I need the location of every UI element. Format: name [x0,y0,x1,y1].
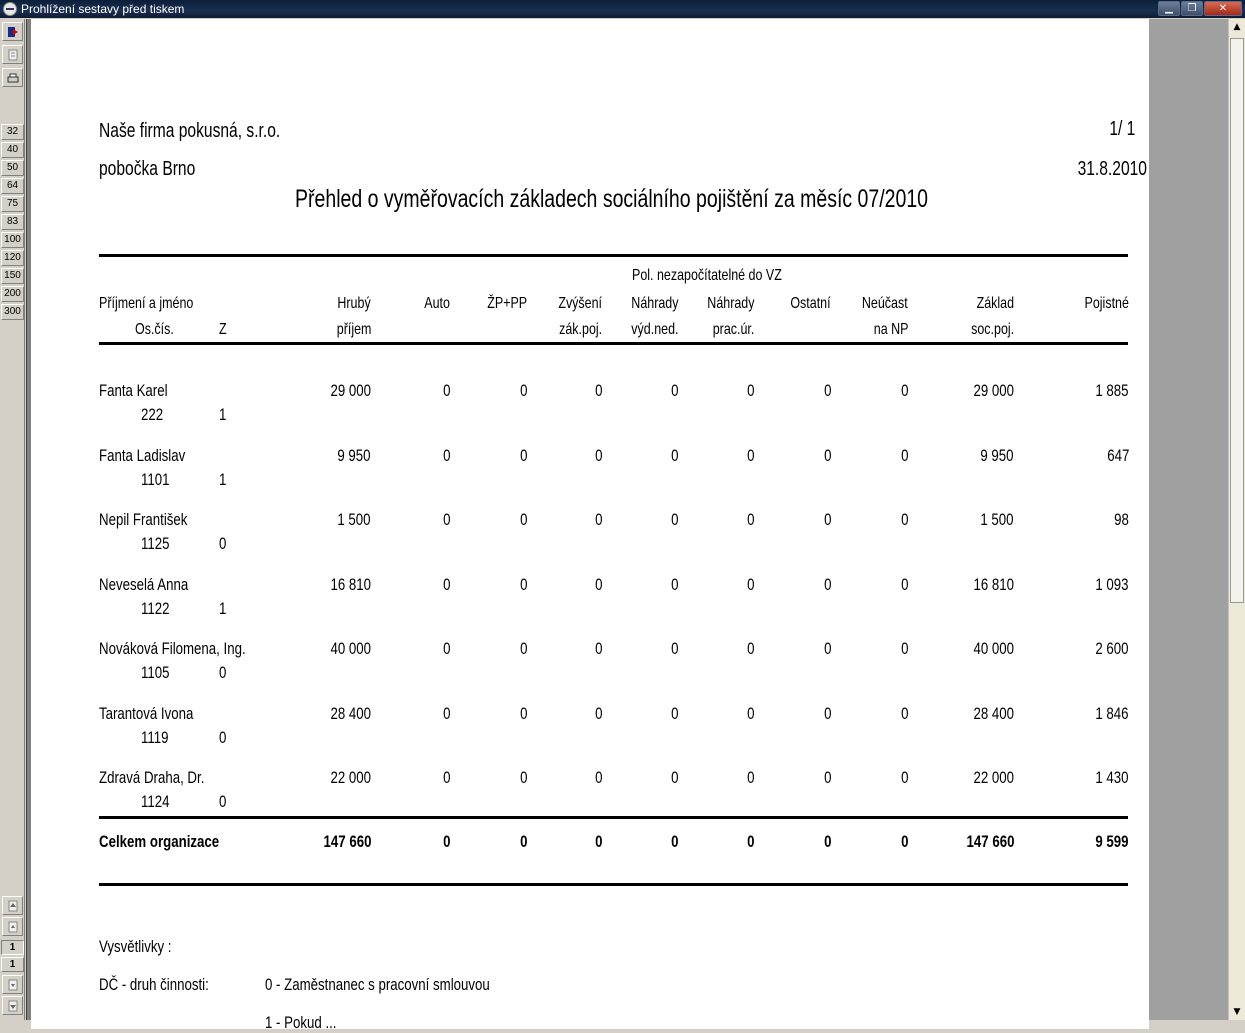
exit-preview-button[interactable] [2,22,23,41]
preview-toolbar [0,19,25,1020]
col-z-header: Z [219,321,227,338]
zoom-40-button[interactable]: 40 [1,142,24,158]
employee-name: Nováková Filomena, Ing. [99,639,246,658]
employee-zppp: 0 [519,639,527,658]
employee-auto: 0 [442,510,450,529]
employee-pojistne: 1 093 [1095,575,1129,594]
employee-z: 1 [219,405,227,424]
employee-zppp: 0 [519,510,527,529]
employee-hruby: 28 400 [330,704,371,723]
col-zvyseni-header: Zvýšení [558,295,602,312]
restore-button[interactable]: ❐ [1181,1,1203,16]
employee-id: 1125 [141,534,170,553]
employee-zaklad: 1 500 [980,510,1014,529]
total-ostatni: 0 [823,832,831,851]
previous-page-icon [7,921,19,933]
zoom-100-button[interactable]: 100 [1,232,24,248]
employee-z: 0 [219,663,227,682]
first-page-icon [7,900,19,912]
col-pojistne-header: Pojistné [1084,295,1129,312]
vertical-scrollbar[interactable] [1228,19,1245,1020]
employee-nahrady-prac: 0 [746,704,754,723]
legend-dc-1: 1 - Pokud ... [265,1013,337,1032]
employee-id: 1124 [141,792,170,811]
minimize-button[interactable]: ▁ [1158,1,1180,16]
total-hruby: 147 660 [323,832,371,851]
legend-title: Vysvětlivky : [99,937,172,956]
employee-zvyseni: 0 [594,575,602,594]
employee-zppp: 0 [519,381,527,400]
employee-nahrady-prac: 0 [746,381,754,400]
col-nahrady-prac-header-2: prac.úr. [712,321,754,338]
total-nahrady-prac: 0 [746,832,754,851]
col-hruby-header-2: příjem [336,321,371,338]
group-header: Pol. nezapočítatelné do VZ [632,267,782,284]
col-auto-header: Auto [424,295,450,312]
zoom-64-button[interactable]: 64 [1,178,24,194]
employee-nahrady-vyd: 0 [670,575,678,594]
employee-neucast: 0 [900,510,908,529]
col-nahrady-vyd-header-2: výd.ned. [630,321,678,338]
printer-icon [7,72,19,84]
col-zaklad-header: Základ [976,295,1014,312]
employee-hruby: 40 000 [330,639,371,658]
zoom-32-button[interactable]: 32 [1,124,24,140]
page-setup-icon [7,49,19,61]
current-page-indicator: 1 [1,940,24,955]
scroll-down-arrow-icon[interactable]: ▼ [1233,1007,1241,1017]
employee-nahrady-vyd: 0 [670,768,678,787]
total-zvyseni: 0 [594,832,602,851]
total-top-rule [99,816,1128,819]
employee-hruby: 1 500 [337,510,371,529]
employee-z: 0 [219,534,227,553]
employee-pojistne: 2 600 [1095,639,1129,658]
zoom-120-button[interactable]: 120 [1,250,24,266]
col-hruby-header: Hrubý [337,295,371,312]
employee-auto: 0 [442,381,450,400]
total-pojistne: 9 599 [1095,832,1129,851]
employee-ostatni: 0 [823,446,831,465]
employee-id: 1105 [141,663,170,682]
zoom-83-button[interactable]: 83 [1,214,24,230]
next-page-icon [7,979,19,991]
previous-page-button[interactable] [2,917,23,936]
employee-ostatni: 0 [823,639,831,658]
employee-id: 222 [141,405,164,424]
setup-button[interactable] [2,45,23,64]
scroll-up-arrow-icon[interactable]: ▲ [1233,22,1241,32]
zoom-75-button[interactable]: 75 [1,196,24,212]
header-bottom-rule [99,342,1128,345]
employee-zvyseni: 0 [594,704,602,723]
employee-ostatni: 0 [823,510,831,529]
employee-hruby: 16 810 [330,575,371,594]
employee-name: Zdravá Draha, Dr. [99,768,205,787]
total-neucast: 0 [900,832,908,851]
employee-ostatni: 0 [823,704,831,723]
employee-zaklad: 22 000 [973,768,1014,787]
employee-ostatni: 0 [823,381,831,400]
page-number: 1/ 1 [1108,118,1135,140]
employee-name: Nepil František [99,510,188,529]
employee-neucast: 0 [900,639,908,658]
title-bar [0,0,1245,18]
employee-zvyseni: 0 [594,381,602,400]
col-nahrady-vyd-header: Náhrady [630,295,678,312]
close-button[interactable]: ✕ [1204,1,1242,16]
zoom-300-button[interactable]: 300 [1,304,24,320]
employee-z: 0 [219,728,227,747]
employee-auto: 0 [442,575,450,594]
total-zaklad: 147 660 [966,832,1014,851]
employee-neucast: 0 [900,381,908,400]
employee-id: 1122 [141,599,170,618]
exit-door-icon [7,26,19,38]
employee-nahrady-vyd: 0 [670,704,678,723]
employee-auto: 0 [442,446,450,465]
employee-zvyseni: 0 [594,446,602,465]
employee-auto: 0 [442,704,450,723]
employee-z: 1 [219,470,227,489]
employee-zaklad: 9 950 [980,446,1014,465]
employee-hruby: 22 000 [330,768,371,787]
window-title: Prohlížení sestavy před tiskem [21,2,185,16]
zoom-150-button[interactable]: 150 [1,268,24,284]
total-auto: 0 [442,832,450,851]
app-icon [3,2,17,16]
total-nahrady-vyd: 0 [670,832,678,851]
employee-neucast: 0 [900,768,908,787]
first-page-button[interactable] [2,896,23,915]
employee-nahrady-vyd: 0 [670,381,678,400]
col-name-header: Příjmení a jméno [99,295,194,312]
employee-hruby: 9 950 [337,446,371,465]
branch-name: pobočka Brno [99,158,196,180]
employee-nahrady-vyd: 0 [670,510,678,529]
employee-ostatni: 0 [823,575,831,594]
employee-auto: 0 [442,639,450,658]
last-page-icon [7,1000,19,1012]
employee-z: 1 [219,599,227,618]
page-background-margin [1149,19,1229,1020]
total-bottom-rule [99,883,1128,886]
employee-zaklad: 16 810 [973,575,1014,594]
employee-ostatni: 0 [823,768,831,787]
employee-neucast: 0 [900,446,908,465]
employee-pojistne: 1 430 [1095,768,1129,787]
employee-zppp: 0 [519,768,527,787]
scroll-thumb[interactable] [1230,38,1244,603]
company-name: Naše firma pokusná, s.r.o. [99,120,281,142]
employee-auto: 0 [442,768,450,787]
employee-z: 0 [219,792,227,811]
employee-pojistne: 647 [1106,446,1129,465]
print-button[interactable] [2,68,23,87]
employee-nahrady-prac: 0 [746,768,754,787]
employee-id: 1101 [141,470,170,489]
employee-nahrady-vyd: 0 [670,639,678,658]
col-zvyseni-header-2: zák.poj. [558,321,602,338]
employee-zppp: 0 [519,575,527,594]
employee-pojistne: 98 [1114,510,1129,529]
employee-zaklad: 40 000 [973,639,1014,658]
col-zaklad-header-2: soc.poj. [970,321,1014,338]
col-zppp-header: ŽP+PP [487,295,527,312]
col-nahrady-prac-header: Náhrady [706,295,754,312]
employee-nahrady-prac: 0 [746,510,754,529]
employee-zaklad: 29 000 [973,381,1014,400]
employee-zppp: 0 [519,446,527,465]
employee-zppp: 0 [519,704,527,723]
legend-dc-label: DČ - druh činnosti: [99,975,209,994]
employee-id: 1119 [141,728,169,747]
employee-hruby: 29 000 [330,381,371,400]
employee-neucast: 0 [900,704,908,723]
report-page [31,19,1149,1032]
employee-name: Fanta Ladislav [99,446,186,465]
employee-zaklad: 28 400 [973,704,1014,723]
legend-dc-0: 0 - Zaměstnanec s pracovní smlouvou [265,975,490,994]
employee-zvyseni: 0 [594,510,602,529]
zoom-200-button[interactable]: 200 [1,286,24,302]
report-date: 31.8.2010 [1077,158,1147,180]
employee-nahrady-prac: 0 [746,446,754,465]
last-page-button[interactable] [2,996,23,1015]
employee-name: Tarantová Ivona [99,704,194,723]
col-neucast-header-2: na NP [873,321,908,338]
zoom-50-button[interactable]: 50 [1,160,24,176]
total-zppp: 0 [519,832,527,851]
col-neucast-header: Neúčast [862,295,908,312]
total-pages-indicator: 1 [1,957,24,972]
col-ostatni-header: Ostatní [790,295,831,312]
employee-name: Neveselá Anna [99,575,189,594]
col-oscis-header: Os.čís. [135,321,174,338]
employee-pojistne: 1 846 [1095,704,1129,723]
employee-pojistne: 1 885 [1095,381,1129,400]
employee-nahrady-prac: 0 [746,575,754,594]
employee-zvyseni: 0 [594,639,602,658]
total-label: Celkem organizace [99,832,220,851]
employee-zvyseni: 0 [594,768,602,787]
next-page-button[interactable] [2,975,23,994]
employee-name: Fanta Karel [99,381,168,400]
report-title: Přehled o vyměřovacích základech sociálního pojištění za měsíc 07/2010 [295,185,929,213]
header-top-rule [99,254,1128,257]
employee-neucast: 0 [900,575,908,594]
preview-viewport[interactable] [26,19,1228,1032]
employee-nahrady-prac: 0 [746,639,754,658]
employee-nahrady-vyd: 0 [670,446,678,465]
